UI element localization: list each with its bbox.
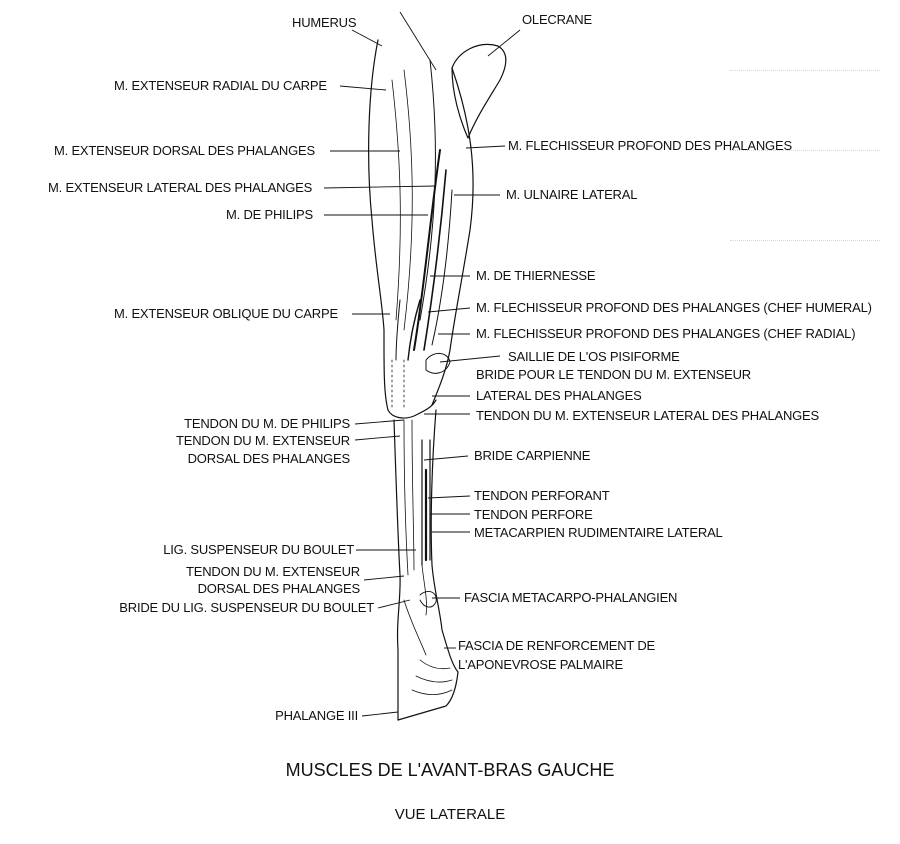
label-ext-dorsal-phal: M. EXTENSEUR DORSAL DES PHALANGES bbox=[54, 143, 315, 158]
label-tendon-ext-dorsal-1-line2: DORSAL DES PHALANGES bbox=[187, 451, 350, 466]
label-flech-chef-radial: M. FLECHISSEUR PROFOND DES PHALANGES (CHEF RADIAL) bbox=[476, 326, 856, 341]
olecranon-shape bbox=[452, 44, 506, 138]
label-tendon-ext-dorsal-2-line2: DORSAL DES PHALANGES bbox=[197, 581, 360, 596]
label-flech-profond: M. FLECHISSEUR PROFOND DES PHALANGES bbox=[508, 138, 792, 153]
label-humerus: HUMERUS bbox=[292, 15, 357, 30]
label-tendon-ext-dorsal-1-line1: TENDON DU M. EXTENSEUR bbox=[175, 433, 350, 448]
label-saillie-pisiforme: SAILLIE DE L'OS PISIFORME bbox=[508, 349, 680, 364]
label-philips: M. DE PHILIPS bbox=[226, 207, 313, 222]
diagram-subtitle: VUE LATERALE bbox=[394, 806, 506, 823]
label-fascia-renforcement-line2: L'APONEVROSE PALMAIRE bbox=[458, 657, 623, 672]
label-ext-radial-carpe: M. EXTENSEUR RADIAL DU CARPE bbox=[114, 78, 327, 93]
label-bride-tendon-line1: BRIDE POUR LE TENDON DU M. EXTENSEUR bbox=[476, 367, 751, 382]
forearm-outline bbox=[369, 40, 384, 345]
label-lig-suspenseur: LIG. SUSPENSEUR DU BOULET bbox=[163, 542, 354, 557]
label-flech-chef-humeral: M. FLECHISSEUR PROFOND DES PHALANGES (CHEF HUMERAL) bbox=[476, 300, 872, 315]
label-tendon-perforant: TENDON PERFORANT bbox=[474, 488, 610, 503]
label-olecrane: OLECRANE bbox=[522, 12, 592, 27]
label-bride-tendon-line2: LATERAL DES PHALANGES bbox=[476, 388, 642, 403]
label-fascia-metacarpo: FASCIA METACARPO-PHALANGIEN bbox=[464, 590, 678, 605]
label-tendon-ext-dorsal-2-line1: TENDON DU M. EXTENSEUR bbox=[185, 564, 360, 579]
label-tendon-ext-lateral: TENDON DU M. EXTENSEUR LATERAL DES PHALANGES bbox=[476, 408, 819, 423]
label-metacarpien: METACARPIEN RUDIMENTAIRE LATERAL bbox=[474, 525, 723, 540]
label-ulnaire-lateral: M. ULNAIRE LATERAL bbox=[506, 187, 638, 202]
diagram-title: MUSCLES DE L'AVANT-BRAS GAUCHE bbox=[285, 760, 615, 780]
label-ext-lateral-phal: M. EXTENSEUR LATERAL DES PHALANGES bbox=[48, 180, 313, 195]
label-tendon-philips: TENDON DU M. DE PHILIPS bbox=[184, 416, 350, 431]
label-fascia-renforcement-line1: FASCIA DE RENFORCEMENT DE bbox=[458, 638, 656, 653]
ghost-mark bbox=[730, 240, 880, 247]
label-phalange-iii: PHALANGE III bbox=[275, 708, 358, 723]
label-bride-lig-suspenseur: BRIDE DU LIG. SUSPENSEUR DU BOULET bbox=[119, 600, 374, 615]
ghost-mark bbox=[730, 70, 880, 77]
label-bride-carpienne: BRIDE CARPIENNE bbox=[474, 448, 591, 463]
label-ext-oblique-carpe: M. EXTENSEUR OBLIQUE DU CARPE bbox=[114, 306, 338, 321]
label-thiernesse: M. DE THIERNESSE bbox=[476, 268, 596, 283]
label-tendon-perfore: TENDON PERFORE bbox=[474, 507, 593, 522]
